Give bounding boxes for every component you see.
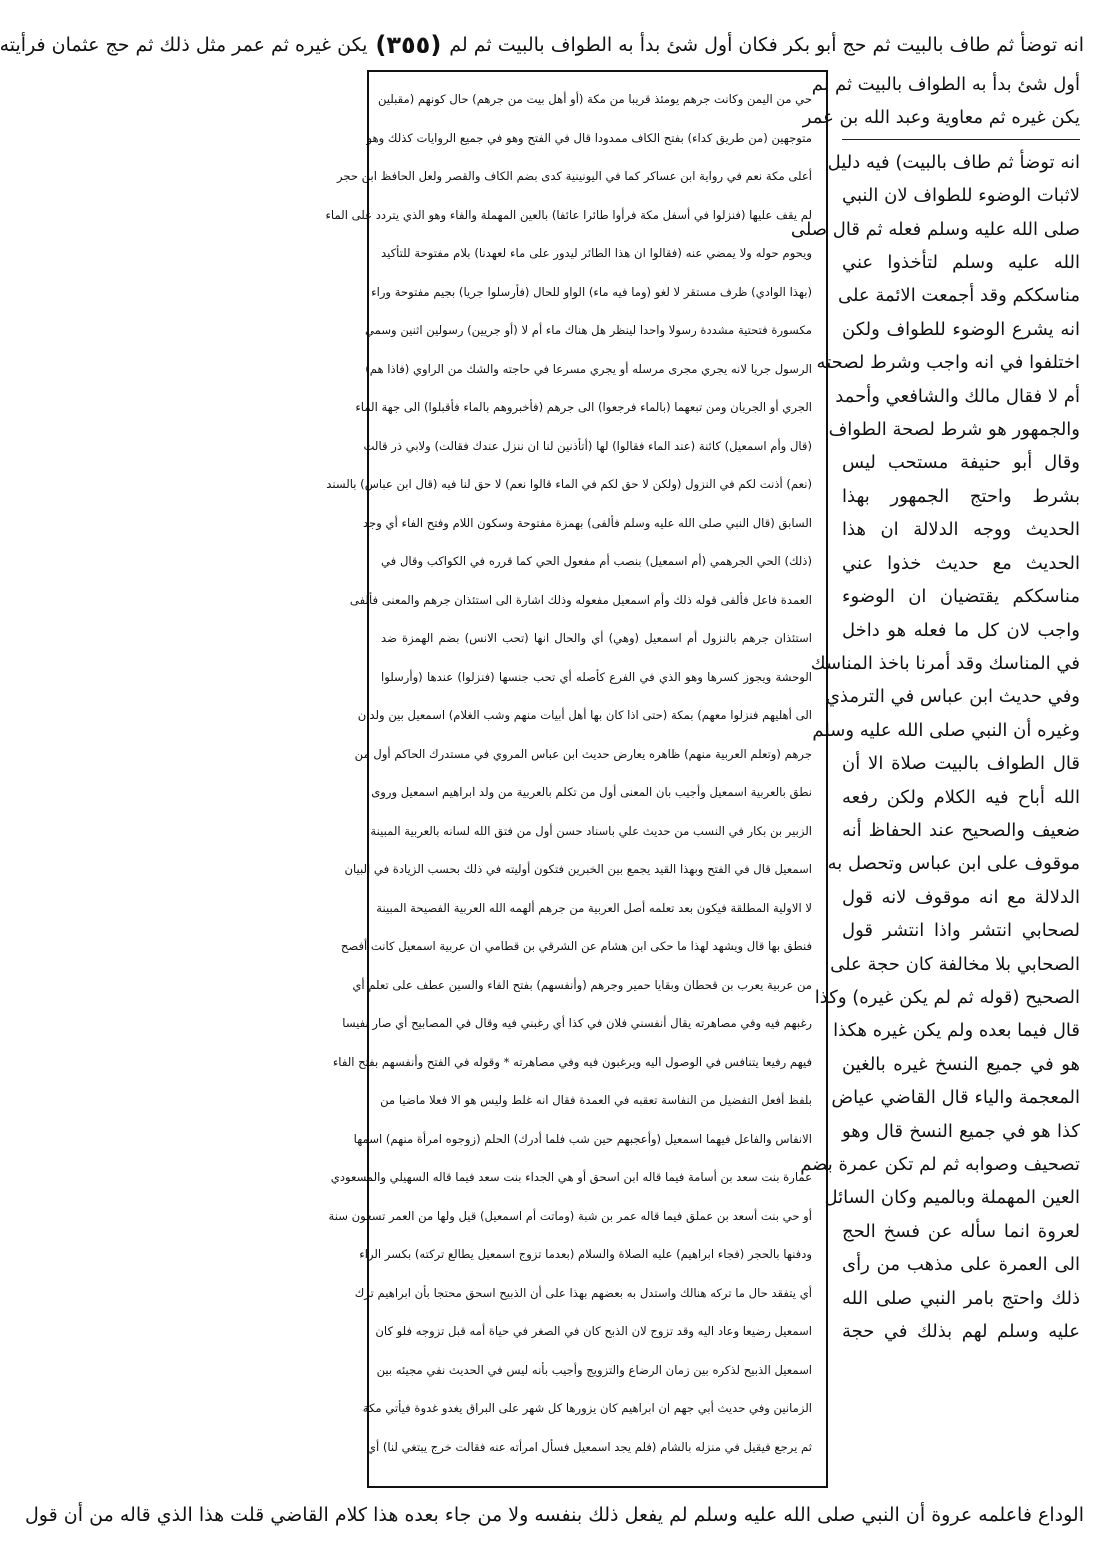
main-line: الى أهليهم فنزلوا معهم) بمكة (حتى اذا كان بها أهل أبيات منهم وشب الغلام) اسمعيل بين ولدان bbox=[357, 708, 812, 722]
header-right-text: انه توضأ ثم طاف بالبيت ثم حج أبو بكر فكان أول شئ بدأ به الطواف بالبيت ثم لم bbox=[449, 34, 1084, 56]
side-line: وفي حديث ابن عباس في الترمذي bbox=[825, 686, 1080, 708]
side-line: لعروة انما سأله عن فسخ الحج bbox=[842, 1220, 1080, 1242]
main-line: الرسول جريا لانه يجري مجرى مرسله أو يجري مسرعا في حاجته والشك من الراوي (فاذا هم) bbox=[365, 361, 812, 376]
side-line: وغيره أن النبي صلى الله عليه وسلم bbox=[812, 719, 1080, 741]
main-line: أعلى مكة نعم في رواية ابن عساكر كما في اليونينية كدى بضم الكاف والقصر ولعل الحافظ ابن حجر bbox=[336, 169, 812, 183]
main-line: ويحوم حوله ولا يمضي عنه (فقالوا ان هذا الطائر ليدور على ماء لعهدنا) بلام مفتوحة للتأكيد bbox=[381, 246, 812, 260]
side-line: انه توضأ ثم طاف بالبيت) فيه دليل bbox=[827, 151, 1080, 173]
side-line: الحديث مع حديث خذوا عني bbox=[842, 552, 1080, 574]
side-line: واجب لان كل ما فعله هو داخل bbox=[842, 619, 1080, 641]
side-line: مناسككم يقتضيان ان الوضوء bbox=[842, 586, 1080, 608]
main-line: (قال وأم اسمعيل) كائنة (عند الماء فقالوا) لها (أتأذنين لنا ان ننزل عندك فقالت) ولابي ذر قالت bbox=[363, 438, 812, 453]
side-line: مناسككم وقد أجمعت الائمة على bbox=[837, 285, 1080, 307]
main-line: أو حي بنت أسعد بن عملق فيما قاله عمر بن شبة (وماتت أم اسمعيل) قيل ولها من العمر تسعون سنة bbox=[328, 1208, 812, 1223]
side-line: الصحابي بلا مخالفة كان حجة على bbox=[830, 953, 1080, 975]
side-line: الله عليه وسلم لتأخذوا عني bbox=[842, 252, 1080, 274]
side-line: الصحيح (قوله ثم لم يكن غيره) وكذا bbox=[814, 986, 1080, 1008]
side-commentary bbox=[790, 146, 1080, 1349]
side-line: الدلالة مع انه موقوف لانه قول bbox=[842, 886, 1080, 908]
main-line: متوجهين (من طريق كداء) بفتح الكاف ممدودا قال في الفتح وهو في جميع الروايات كذلك وهو bbox=[366, 130, 812, 145]
side-line: قال الطواف بالبيت صلاة الا أن bbox=[842, 753, 1080, 775]
header-left-text: يكن غيره ثم عمر مثل ذلك ثم حج عثمان فرأيته bbox=[0, 34, 368, 56]
side-separator bbox=[842, 139, 1080, 140]
main-line: السابق (قال النبي صلى الله عليه وسلم فألفى) بهمزة مفتوحة وسكون اللام وفتح الفاء أي وجد bbox=[362, 515, 812, 530]
main-line: لم يقف عليها (فنزلوا في أسفل مكة فرأوا طائرا عائفا) بالعين المهملة والفاء وهو الذي يتردد على الماء bbox=[325, 207, 812, 222]
main-line: استئذان جرهم بالنزول أم اسمعيل (وهي) أي والحال انها (تحب الانس) بضم الهمزة ضد bbox=[381, 631, 812, 645]
main-line: (نعم) أذنت لكم في النزول (ولكن لا حق لكم في الماء قالوا نعم) لا حق لنا فيه (قال ابن عباس) بالسند bbox=[326, 477, 812, 491]
side-line: والجمهور هو شرط لصحة الطواف bbox=[828, 419, 1080, 441]
side-line: اختلفوا في انه واجب وشرط لصحته bbox=[816, 352, 1080, 374]
main-line: جرهم (وتعلم العربية منهم) ظاهره يعارض حديث ابن عباس المروي في مستدرك الحاكم أول من bbox=[354, 746, 812, 761]
main-commentary bbox=[325, 80, 822, 1480]
side-line: كذا هو في جميع النسخ قال وهو bbox=[842, 1120, 1080, 1142]
side-top-line: يكن غيره ثم معاوية وعبد الله بن عمر bbox=[802, 107, 1080, 129]
main-line: اسمعيل قال في الفتح وبهذا القيد يجمع بين الخبرين فتكون أوليته في ذلك بحسب الزيادة في البيان bbox=[344, 862, 812, 876]
main-line: بلفظ أفعل التفضيل من النفاسة تعقبه في العمدة فقال انه غلط وليس هو الا فعلا ماضيا من bbox=[380, 1093, 812, 1107]
main-line: ودفنها بالحجر (فجاء ابراهيم) عليه الصلاة والسلام (بعدما تزوج اسمعيل يطالع تركته) بكسر الراء bbox=[359, 1247, 812, 1261]
main-line: الجري أو الجريان ومن تبعهما (بالماء فرجعوا) الى جرهم (فأخبروهم بالماء فأقبلوا) الى جهة الماء bbox=[355, 400, 812, 414]
side-line: العين المهملة وبالميم وكان السائل bbox=[824, 1187, 1080, 1209]
side-line: الى العمرة على مذهب من رأى bbox=[842, 1254, 1080, 1276]
main-line: العمدة فاعل فألفى قوله ذلك وأم اسمعيل مفعوله وذلك اشارة الى استئذان جرهم والمعنى فألفى bbox=[349, 592, 812, 607]
side-column-text bbox=[790, 68, 1094, 1488]
side-line: موقوف على ابن عباس وتحصل به bbox=[827, 853, 1080, 875]
side-line: بشرط واحتج الجمهور بهذا bbox=[842, 485, 1080, 507]
main-line: رغبهم فيه وفي مصاهرته يقال أنفسني فلان في كذا أي رغبني فيه وقال في المصابيح أي صار نفيسا bbox=[342, 1016, 812, 1030]
main-line: (بهذا الوادي) ظرف مستقر لا لغو (وما فيه ماء) الواو للحال (فأرسلوا جريا) بجيم مفتوحة وراء bbox=[371, 284, 812, 299]
side-line: صلى الله عليه وسلم فعله ثم قال صلى bbox=[790, 218, 1080, 240]
side-line: لصحابي انتشر واذا انتشر قول bbox=[842, 920, 1080, 942]
side-line: ضعيف والصحيح عند الحفاظ أنه bbox=[842, 819, 1080, 841]
side-line: ذلك واحتج بامر النبي صلى الله bbox=[842, 1287, 1080, 1309]
side-line: المعجمة والياء قال القاضي عياض bbox=[831, 1087, 1080, 1109]
side-line: الحديث ووجه الدلالة ان هذا bbox=[842, 519, 1080, 541]
side-line: لاثبات الوضوء للطواف لان النبي bbox=[842, 185, 1080, 207]
main-line: اسمعيل رضيعا وعاد اليه وقد تزوج لان الذبح كان في الصغر في حياة أمه قبل تزوجه فلو كان bbox=[375, 1324, 812, 1338]
main-line: لا الاولية المطلقة فيكون بعد تعلمه أصل العربية من جرهم ألهمه الله العربية الفصيحة المبينة bbox=[376, 900, 812, 915]
main-line: الوحشة ويجوز كسرها وهو الذي في الفرع كأصله أي تحب جنسها (فنزلوا) عندها (وأرسلوا bbox=[381, 669, 812, 684]
main-line: الزبير بن بكار في النسب من حديث علي باسناد حسن أول من فتق الله لسانه بالعربية المبينة bbox=[370, 823, 812, 838]
side-line: انه يشرع الوضوء للطواف ولكن bbox=[842, 318, 1080, 340]
main-line: الزمانين وفي حديث أبي جهم ان ابراهيم كان يزورها كل شهر على البراق يغدو غدوة فيأتي مكة bbox=[362, 1401, 812, 1415]
side-line: أم لا فقال مالك والشافعي وأحمد bbox=[835, 385, 1080, 407]
side-top-line: أول شئ بدأ به الطواف بالبيت ثم لم bbox=[811, 74, 1080, 95]
side-line: هو في جميع النسخ غيره بالغين bbox=[842, 1053, 1080, 1075]
main-line: (ذلك) الحي الجرهمي (أم اسمعيل) بنصب أم مفعول الحي كما قرره في الكواكب وقال في bbox=[381, 554, 812, 568]
side-line: في المناسك وقد أمرنا باخذ المناسك bbox=[810, 652, 1080, 674]
page-number: (٣٥٥) bbox=[375, 31, 442, 59]
main-line: فنطق بها قال ويشهد لهذا ما حكى ابن هشام عن الشرقي بن قطامي ان عربية اسمعيل كانت أفصح bbox=[340, 939, 812, 953]
main-line: عمارة بنت سعد بن أسامة فيما قاله ابن اسحق أو هي الجداء بنت سعد فيما قاله السهيلي والمسعودي bbox=[330, 1170, 812, 1184]
page-header bbox=[0, 28, 1084, 62]
side-line: تصحيف وصوابه ثم لم تكن عمرة بضم bbox=[800, 1154, 1080, 1175]
main-line: أي يتفقد حال ما تركه هنالك واستدل به بعضهم بهذا على أن الذبيح اسحق محتجا بأن ابراهيم ترك bbox=[354, 1285, 812, 1300]
main-line: الانفاس والفاعل فيهما اسمعيل (وأعجبهم حين شب فلما أدرك) الحلم (زوجوه امرأة منهم) اسمها bbox=[353, 1131, 812, 1146]
main-line: نطق بالعربية اسمعيل وأجيب بان المعنى أول من تكلم بالعربية من ولد ابراهيم اسمعيل وروى bbox=[371, 785, 812, 799]
main-line: حي من اليمن وكانت جرهم يومئذ قريبا من مكة (أو أهل بيت من جرهم) حال كونهم (مقبلين bbox=[377, 92, 812, 106]
side-line: عليه وسلم لهم بذلك في حجة bbox=[842, 1321, 1080, 1343]
main-line: اسمعيل الذبيح لذكره بين زمان الرضاع والتزويج وأجيب بأنه ليس في الحديث نفي مجيئه بين bbox=[376, 1362, 812, 1377]
main-line: فيهم رفيعا يتنافس في الوصول اليه ويرغبون فيه وفي مصاهرته * وقوله في الفتح وأنفسهم بفتح الفاء bbox=[332, 1054, 812, 1069]
main-line: ثم يرجع فيقيل في منزله بالشام (فلم يجد اسمعيل فسأل امرأته عنه فقالت خرج يبتغي لنا) أي bbox=[366, 1439, 812, 1454]
side-line: الله أباح فيه الكلام ولكن رفعه bbox=[842, 786, 1080, 808]
side-line: قال فيما بعده ولم يكن غيره هكذا bbox=[833, 1020, 1080, 1042]
page-footer: الوداع فاعلمه عروة أن النبي صلى الله عليه وسلم لم يفعل ذلك بنفسه ولا من جاء بعده هذا كلام القاضي قلت هذا الذي قاله من أن قول bbox=[25, 1504, 1084, 1526]
main-line: من عربية يعرب بن قحطان وبقايا حمير وجرهم (وأنفسهم) بفتح الفاء والسين عطف على تعلم أي bbox=[352, 977, 812, 992]
main-line: مكسورة فتحتية مشددة رسولا واحدا لينظر هل هناك ماء أم لا (أو جريين) رسولين اثنين وسمي bbox=[364, 323, 812, 337]
side-line: وقال أبو حنيفة مستحب ليس bbox=[842, 452, 1080, 474]
